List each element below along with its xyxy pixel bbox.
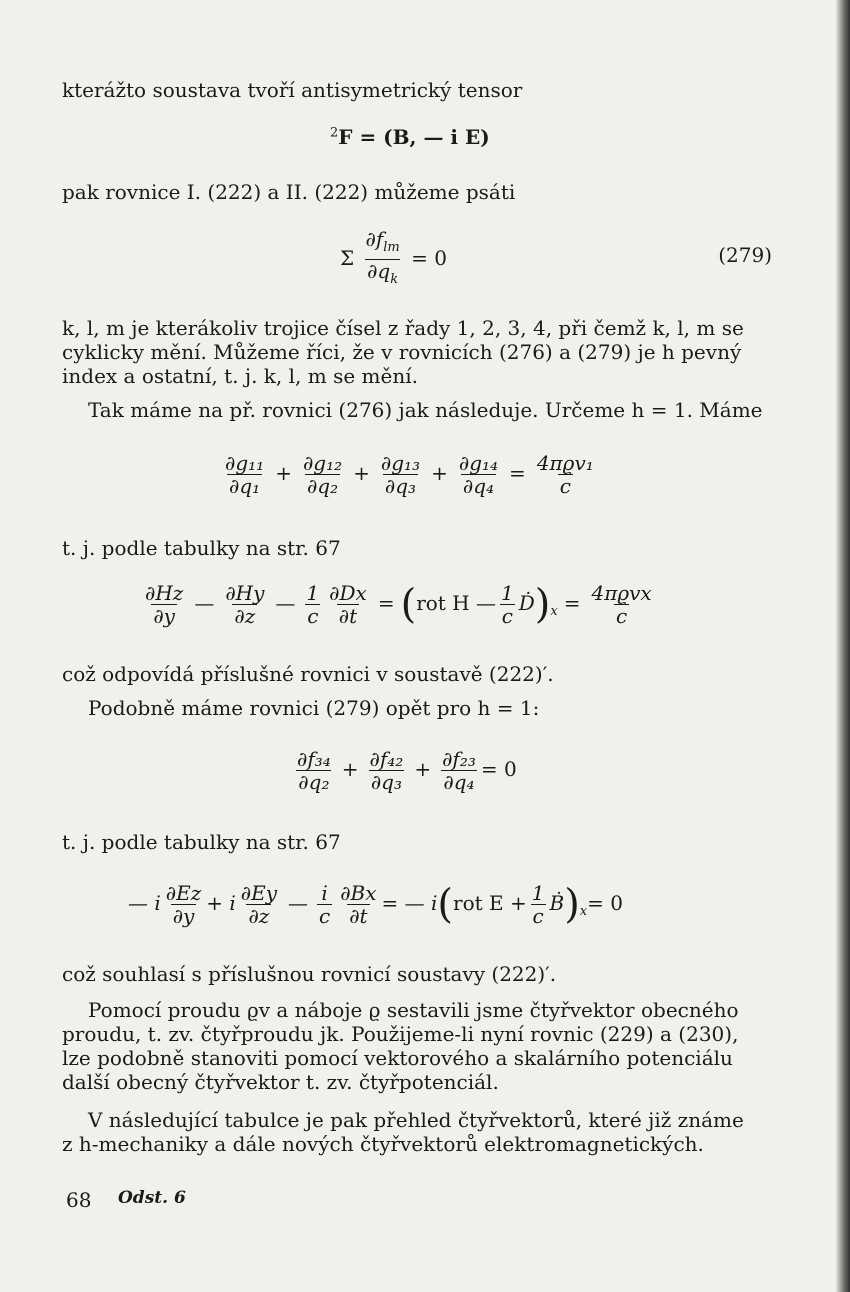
eqB-rhs-den: c <box>615 604 628 628</box>
eqB-rhs-num: 4πϱvx <box>591 581 652 605</box>
equation-279 <box>340 228 447 291</box>
eqB-subscript: x <box>550 604 558 619</box>
text-line-2: pak rovnice I. (222) a II. (222) můžeme psáti <box>62 180 516 204</box>
eqB-den-1: ∂y <box>153 604 175 628</box>
eqC-num-2: ∂f₄₂ <box>369 747 404 771</box>
eqB-num-4: ∂Dx <box>329 581 367 605</box>
eqD-den-2: ∂z <box>248 904 270 928</box>
text-line-3: k, l, m je kterákoliv trojice čísel z řady 1, 2, 3, 4, při čemž k, l, m se <box>62 316 744 340</box>
eqD-inner-num: 1 <box>531 881 545 905</box>
eqD-num-1: ∂Ez <box>165 881 202 905</box>
eqD-num-2: ∂Ey <box>240 881 278 905</box>
tensor-rank: 2 <box>330 125 339 141</box>
tensor-formula <box>330 125 490 149</box>
eq279-fraction <box>364 228 402 291</box>
eqD-num-3: i <box>321 881 328 905</box>
text-line-11: což souhlasí s příslušnou rovnicí soustavy (222)′. <box>62 962 557 986</box>
text-line-6: Tak máme na př. rovnici (276) jak následuje. Určeme h = 1. Máme <box>88 398 763 422</box>
eq279-rhs: = 0 <box>411 246 447 270</box>
eqB-rot: rot H — <box>416 591 496 615</box>
text-line-10: t. j. podle tabulky na str. 67 <box>62 830 341 854</box>
eqD-rhs: = 0 <box>587 891 623 915</box>
eqD-den-1: ∂y <box>172 904 195 928</box>
text-line-12: Pomocí proudu ϱv a náboje ϱ sestavili jsme čtyřvektor obecného <box>88 998 739 1022</box>
eq279-den-sub: k <box>390 272 399 287</box>
eqA-num-3: ∂g₁₃ <box>380 451 421 475</box>
eqD-den-3: c <box>319 904 331 928</box>
eq279-num: ∂f <box>365 227 384 251</box>
text-line-13: proudu, t. zv. čtyřproudu jk. Použijeme-li nyní rovnic (229) a (230), <box>62 1022 739 1046</box>
equation-rot-h: $\frac{\partial Hz}{\partial y}$ — $\frac{\partial Hy}{\partial z}$ — $\frac{1}{c}$ $\frac{\partial Dx}{\partial t}$ = (rot H — $\frac{1}{c}$ $Ḋ)_x$ = $\frac{\text{4πϱvx}}{c}$ <box>145 581 652 628</box>
sum-symbol: Σ <box>340 246 355 270</box>
eq279-den: ∂q <box>367 259 391 283</box>
eqD-den-4: ∂t <box>349 904 368 928</box>
eqC-den-2: ∂q₃ <box>370 770 403 794</box>
eqC-num-1: ∂f₃₄ <box>297 747 331 771</box>
eqD-prefix: — i <box>128 891 161 915</box>
text-line-7: t. j. podle tabulky na str. 67 <box>62 536 341 560</box>
eqC-den-3: ∂q₄ <box>443 770 475 794</box>
eqA-den-3: ∂q₃ <box>384 474 417 498</box>
eqB-den-3: c <box>307 604 319 628</box>
eqA-rhs-num: 4πϱv₁ <box>536 451 594 475</box>
text-line-1: kterážto soustava tvoří antisymetrický tensor <box>62 78 523 102</box>
text-line-4: cyklicky mění. Můžeme říci, že v rovnicích (276) a (279) je h pevný <box>62 340 742 364</box>
eqB-num-2: ∂Hy <box>225 581 265 605</box>
eqC-rhs: = 0 <box>480 757 517 781</box>
page-edge-shadow <box>836 0 850 1292</box>
eqD-subscript: x <box>579 904 588 919</box>
eqB-den-2: ∂z <box>234 604 256 628</box>
eqA-num-4: ∂g₁₄ <box>458 451 499 475</box>
equation-276-h1: $\frac{\text{∂g₁₁}}{\text{∂q₁}}$ + $\frac{\text{∂g₁₂}}{\text{∂q₂}}$ + $\frac{\text{∂g₁₃}}{\text{∂q₃}}$ + $\frac{\text{∂g₁₄}}{\text{∂q₄}}$ = $\frac{\text{4πϱv₁}}{c}$ <box>225 451 594 498</box>
eqB-inner-num: 1 <box>500 581 514 605</box>
eqA-num-1: ∂g₁₁ <box>225 451 265 475</box>
eqB-d-dot: Ḋ <box>518 591 535 615</box>
eq279-num-sub: lm <box>383 240 400 255</box>
text-line-15: další obecný čtyřvektor t. zv. čtyřpotenciál. <box>62 1070 499 1094</box>
text-line-14: lze podobně stanoviti pomocí vektorového a skalárního potenciálu <box>62 1046 733 1070</box>
eqB-num-1: ∂Hz <box>145 581 184 605</box>
eqD-inner-den: c <box>532 904 544 928</box>
text-line-17: z h-mechaniky a dále nových čtyřvektorů elektromagnetických. <box>62 1132 704 1156</box>
eqA-num-2: ∂g₁₂ <box>302 451 343 475</box>
eqB-inner-den: c <box>501 604 513 628</box>
eqD-b-dot: Ḃ <box>549 891 565 915</box>
eqB-num-3: 1 <box>306 581 320 605</box>
equation-number-279: (279) <box>718 243 772 267</box>
eqD-rot: rot E + <box>453 891 527 915</box>
eqB-den-4: ∂t <box>338 604 358 628</box>
text-line-8: což odpovídá příslušné rovnici v soustavě (222)′. <box>62 662 554 686</box>
eqA-den-2: ∂q₂ <box>306 474 339 498</box>
eqC-den-1: ∂q₂ <box>298 770 330 794</box>
section-label: Odst. 6 <box>118 1188 186 1208</box>
equation-rot-e: — i $\frac{\partial Ez}{\partial y}$ + i $\frac{\partial Ey}{\partial z}$ — $\frac{i}{c}$ $\frac{\partial Bx}{\partial t}$ = — i(rot E + $\frac{1}{c}$ $Ḃ)_x= 0$ <box>128 881 623 928</box>
text-line-5: index a ostatní, t. j. k, l, m se mění. <box>62 364 418 388</box>
text-line-16: V následující tabulce je pak přehled čtyřvektorů, které již známe <box>88 1108 744 1132</box>
equation-279-h1: $\frac{\text{∂f₃₄}}{\text{∂q₂}}$ + $\frac{\text{∂f₄₂}}{\text{∂q₃}}$ + $\frac{\text{∂f₂₃}}{\text{∂q₄}}$ = 0 <box>297 747 517 794</box>
eqD-num-4: ∂Bx <box>340 881 377 905</box>
text-line-9: Podobně máme rovnici (279) opět pro h = 1: <box>88 696 540 720</box>
tensor-formula-body: F = (B, — i E) <box>338 125 490 149</box>
page-number: 68 <box>66 1188 92 1212</box>
eqD-equals: = — i <box>381 891 438 915</box>
eqA-den-1: ∂q₁ <box>229 474 261 498</box>
eqA-den-4: ∂q₄ <box>462 474 495 498</box>
eqD-mid: + i <box>206 891 236 915</box>
eqA-rhs-den: c <box>559 474 571 498</box>
eqC-num-3: ∂f₂₃ <box>442 747 476 771</box>
